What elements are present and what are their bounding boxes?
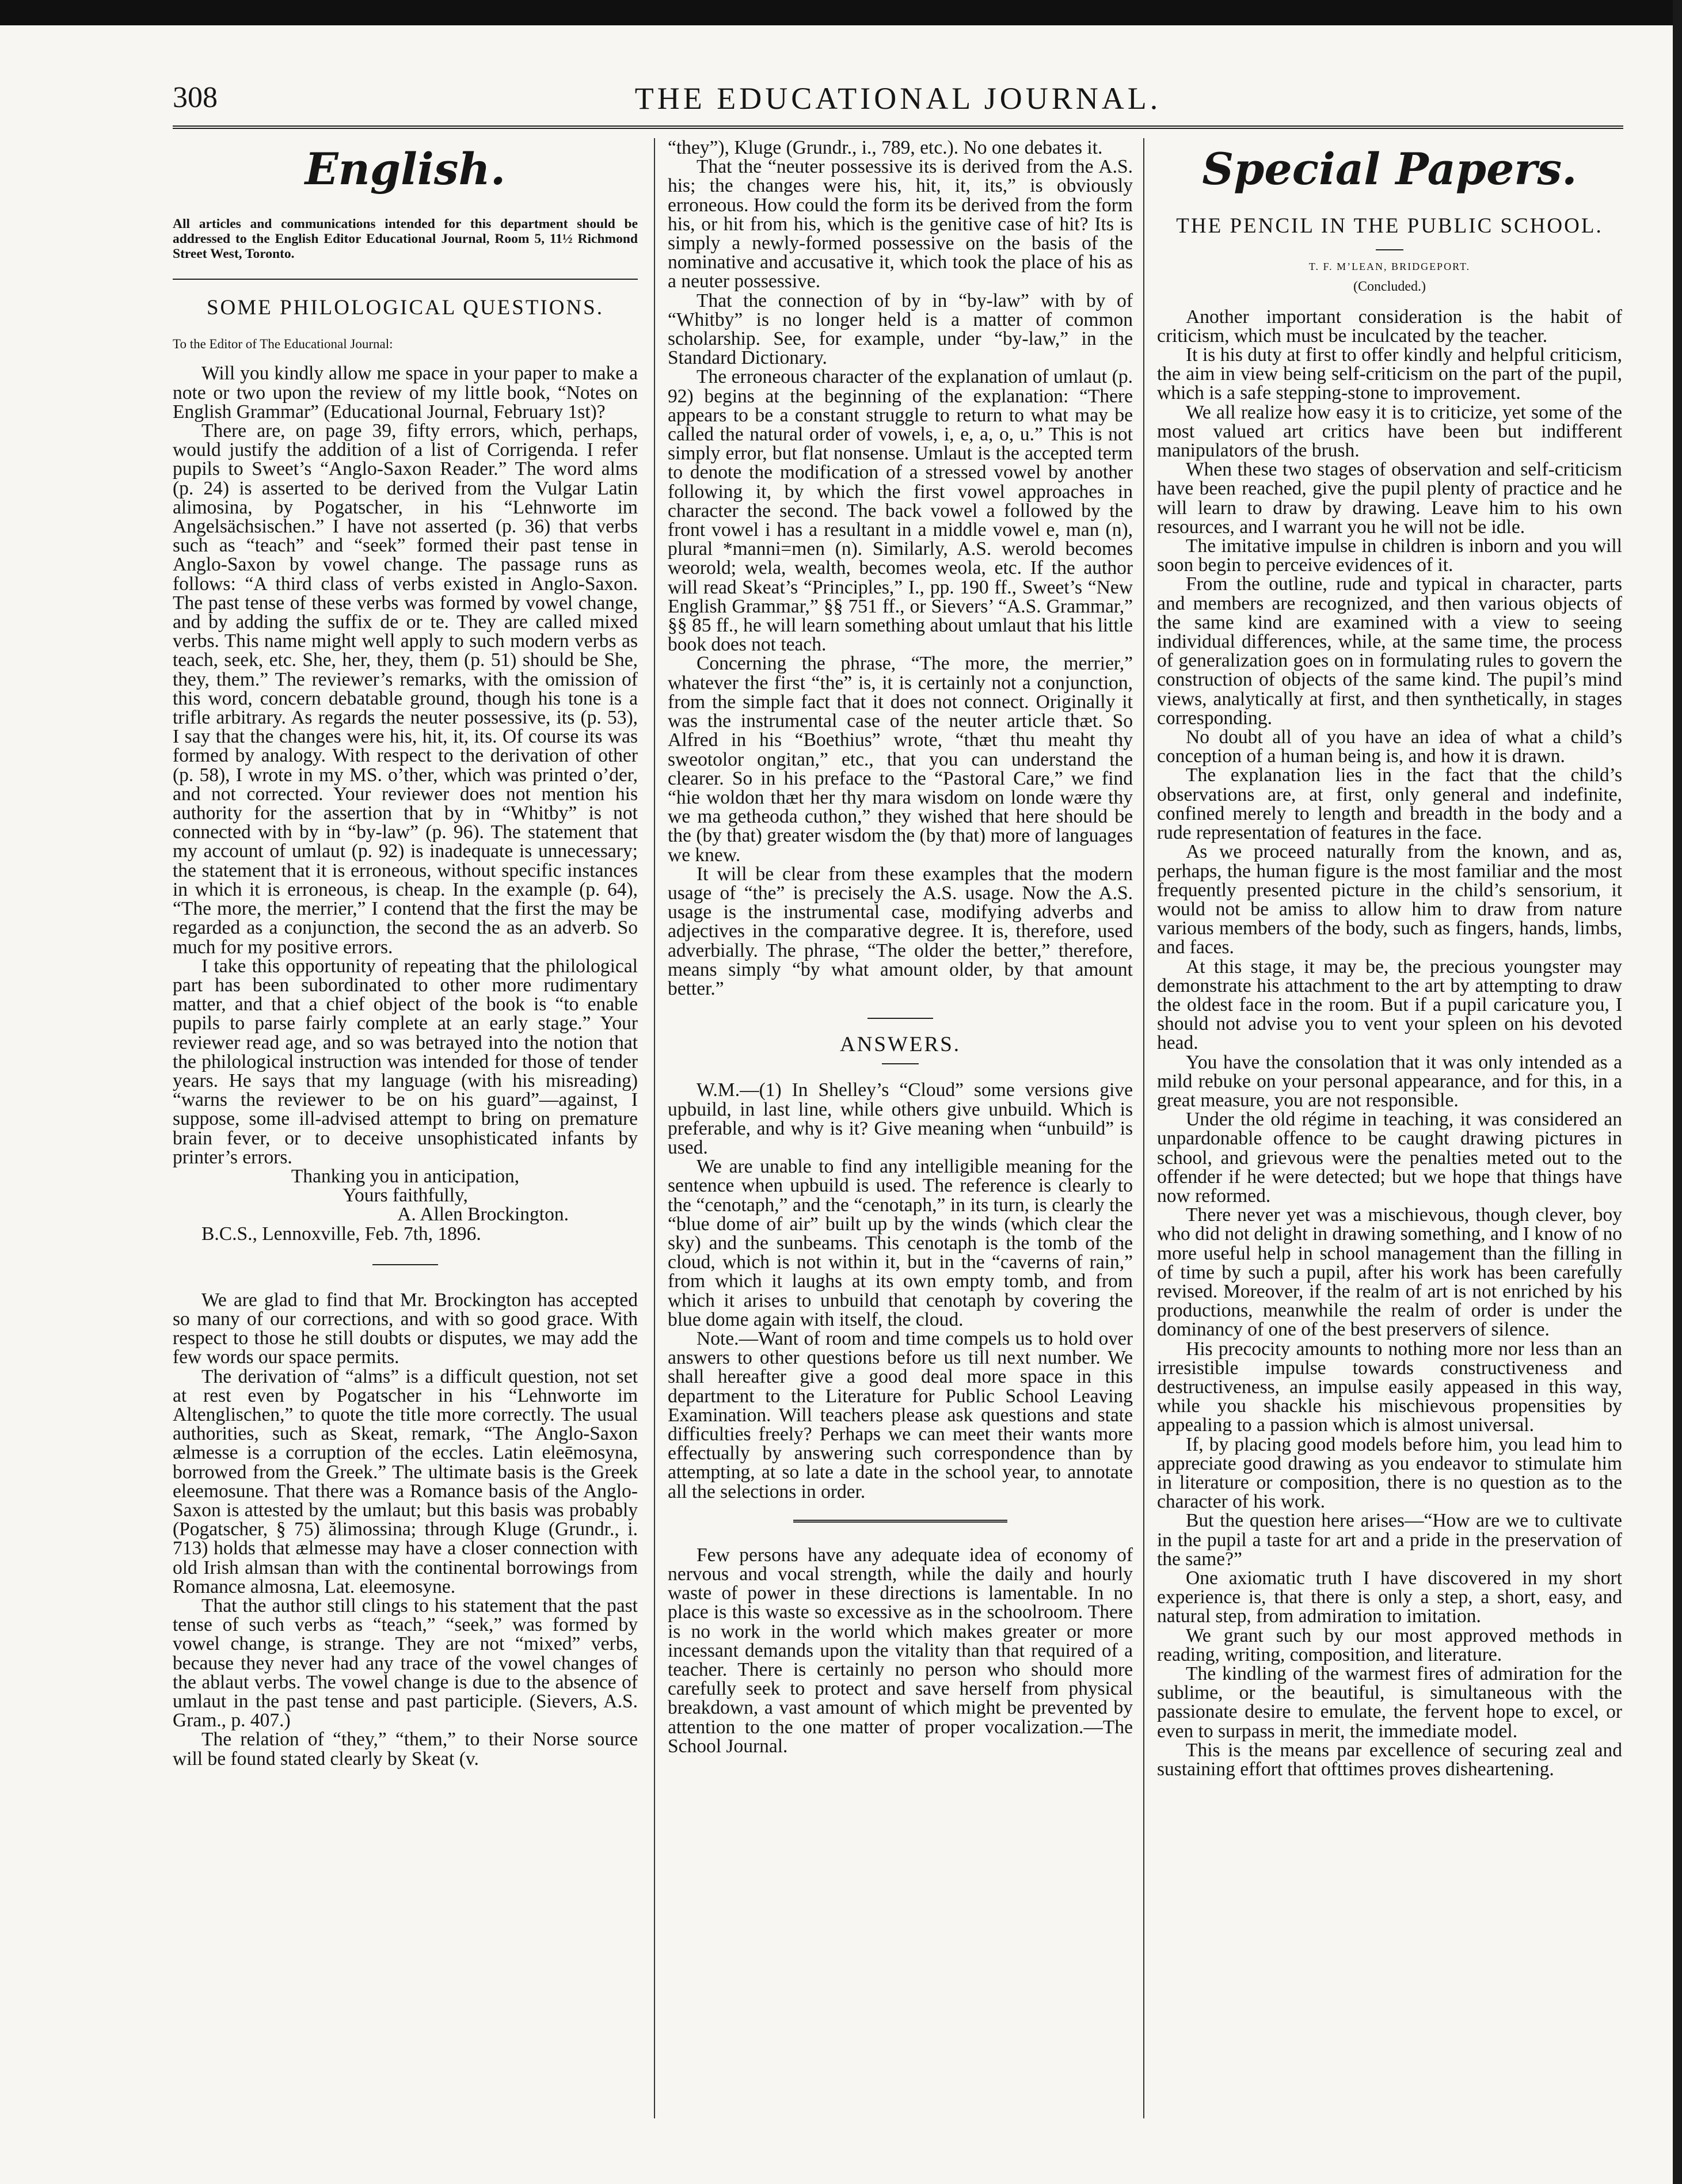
continuation-paragraph: The erroneous character of the explanation of umlaut (p. 92) begins at the beginning of the explanation: “There appears to be a constant struggle to return to what may be called the natural order of vowels, i, e, a, o, u.” This is not simply error, but flat nonsense. Umlaut is the accepted term to denote the modification of a stressed vowel by another following it, by which the first vowel approaches in character the second. The back vowel a followed by the front vowel i has a resultant in a middle vowel e, man (n), plural *manni=men (n). Similarly, A.S. werold becomes weorold; wela, wealth, becomes weola, etc. If the author will read Skeat’s “Principles,” I., pp. 190 ff., Sweet’s “New English Grammar,” §§ 751 ff., or Sievers’ “A.S. Grammar,” §§ 85 ff., he will learn something about umlaut that his little book does not teach. [668, 366, 1133, 656]
pencil-paragraph: The kindling of the warmest fires of admiration for the sublime, or the beautiful, is simultaneous with the passionate desire to emulate, the fervent hope to excel, or even to surpass in merit, the immediate model. [1157, 1663, 1622, 1742]
continuation-paragraph: That the connection of by in “by-law” with by of “Whitby” is no longer held is a matter of common scholarship. See, for example, under “by-law,” in the Standard Dictionary. [668, 290, 1133, 369]
pencil-paragraph: His precocity amounts to nothing more nor less than an irresistible impulse towards constructiveness and destructiveness, an impulse easily appeased in this way, while you shackle his mischievous propensities by appealing to a passion which is almost universal. [1157, 1338, 1622, 1436]
reply-paragraph: We are glad to find that Mr. Brockington has accepted so many of our corrections, and with so good grace. With respect to those he still doubts or disputes, we may add the few words our space permits. [173, 1289, 638, 1368]
pencil-paragraph: We all realize how easy it is to criticize, yet some of the most valued art critics have been but indifferent manipulators of the brush. [1157, 401, 1622, 462]
pencil-paragraph: One axiomatic truth I have discovered in my short experience is, that there is only a step, a short, easy, and natural step, from admiration to imitation. [1157, 1567, 1622, 1627]
column-special-papers [1157, 138, 1622, 1779]
short-rule [882, 1063, 919, 1064]
letter-place-date: B.C.S., Lennoxville, Feb. 7th, 1896. [201, 1223, 481, 1245]
english-dept-title: English. [305, 143, 506, 195]
continuation-paragraph: Concerning the phrase, “The more, the merrier,” whatever the first “the” is, it is certainly not a conjunction, from the simple fact that it does not connect. Originally it was the instrumental case of the neuter article thæt. So Alfred in his “Boethius” wrote, “thæt thu meaht thy sweotolor ongitan,” etc., that you can understand the clearer. So in his preface to the “Pastoral Care,” we find “hie woldon thæt her thy mara wisdom on londe wære thy we ma getheoda cuthon,” they wished that here should be the (by that) greater wisdom the (by that) more of languages we knew. [668, 653, 1133, 866]
pencil-paragraph: This is the means par excellence of securing zeal and sustaining effort that ofttimes proves disheartening. [1157, 1739, 1622, 1780]
pencil-paragraph: Under the old régime in teaching, it was considered an unpardonable offence to be caught drawing pictures in school, and grievous were the penalties meted out to the offender if he were detected; but we hope that things have now reformed. [1157, 1109, 1622, 1207]
article-title-pencil: THE PENCIL IN THE PUBLIC SCHOOL. [1176, 214, 1603, 238]
scan-top-border [0, 0, 1682, 25]
journal-title: THE EDUCATIONAL JOURNAL. [634, 81, 1162, 116]
letter-thanks: Thanking you in anticipation, [291, 1165, 520, 1187]
letter-salutation: To the Editor of The Educational Journal: [173, 337, 393, 352]
continuation-paragraph: That the “neuter possessive its is derived from the A.S. his; the changes were his, hit, it, its,” is obviously erroneous. How could the form its be derived from the form his, or hit from his, which is the genitive case of hit? Its is simply a newly-formed possessive on the basis of the nominative and accusative it, which took the place of his as a neuter possessive. [668, 156, 1133, 292]
pencil-paragraph: The imitative impulse in children is inborn and you will soon begin to perceive evidences of it. [1157, 535, 1622, 576]
pencil-paragraph: Another important consideration is the habit of criticism, which must be inculcated by the teacher. [1157, 306, 1622, 347]
pencil-paragraph: As we proceed naturally from the known, and as, perhaps, the human figure is the most familiar and the most frequently presented picture in the child’s sensorium, it would not be amiss to allow him to draw from nature various members of the body, such as fingers, hands, limbs, and faces. [1157, 841, 1622, 958]
scan-right-border [1673, 0, 1682, 2184]
reply-paragraph: The relation of “they,” “them,” to their Norse source will be found stated clearly by Skeat (v. [173, 1729, 638, 1770]
author-byline: T. F. M’LEAN, BRIDGEPORT. [1308, 261, 1471, 273]
short-rule [372, 1264, 437, 1265]
concluded-note: (Concluded.) [1353, 279, 1426, 295]
column-middle [668, 138, 1133, 1756]
answers-question: W.M.—(1) In Shelley’s “Cloud” some versions give upbuild, in last line, while others give unbuild. Which is preferable, and why is it? Give meaning when “unbuild” is used. [668, 1079, 1133, 1158]
letter-paragraph: Will you kindly allow me space in your paper to make a note or two upon the review of my little book, “Notes on English Grammar” (Educational Journal, February 1st)? [173, 363, 638, 423]
letter-signature: A. Allen Brockington. [397, 1204, 569, 1226]
reply-paragraph: That the author still clings to his statement that the past tense of such verbs as “teach,” “seek,” was formed by vowel change, is strange. They are not “mixed” verbs, because they never had any trace of the vowel changes of the ablaut verbs. The vowel change is due to the absence of umlaut in the past tense and past participle. (Sievers, A.S. Gram., p. 407.) [173, 1595, 638, 1732]
short-rule [1376, 249, 1403, 250]
section-rule [173, 279, 638, 280]
pencil-paragraph: It is his duty at first to offer kindly and helpful criticism, the aim in view being self-criticism on the part of the pupil, which is a safe stepping-stone to improvement. [1157, 344, 1622, 404]
pencil-paragraph: When these two stages of observation and self-criticism have been reached, give the pupil plenty of practice and he will learn to draw by drawing. Leave him to his own resources, and I warrant you he will not be idle. [1157, 459, 1622, 538]
answers-note: Note.—Want of room and time compels us to hold over answers to other questions before us till next number. We shall hereafter give a good deal more space in this department to the Literature for Public School Leaving Examination. Will teachers please ask questions and state difficulties freely? Perhaps we can meet their wants more effectually by answering such correspondence than by attempting, at so late a date in the school year, to annotate all the selections in order. [668, 1327, 1133, 1502]
article-title-philological: SOME PHILOLOGICAL QUESTIONS. [206, 296, 604, 319]
pencil-paragraph: If, by placing good models before him, you lead him to appreciate good drawing as you endeavor to stimulate him in literature or composition, there is no question as to the character of his work. [1157, 1433, 1622, 1513]
page-number: 308 [173, 81, 218, 114]
pencil-paragraph: At this stage, it may be, the precious youngster may demonstrate his attachment to the art by attempting to draw the oldest face in the room. But if a pupil caricature you, I should not advise you to vent your spleen on his devoted head. [1157, 956, 1622, 1054]
pencil-paragraph: We grant such by our most approved methods in reading, writing, composition, and literature. [1157, 1624, 1622, 1665]
pencil-paragraph: The explanation lies in the fact that the child’s observations are, at first, only general and indefinite, confined merely to length and breadth in the body and a rude representation of features in the face. [1157, 764, 1622, 844]
letter-closing: Yours faithfully, [343, 1185, 468, 1207]
double-rule [793, 1520, 1007, 1523]
economy-paragraph: Few persons have any adequate idea of economy of nervous and vocal strength, while the daily and hourly waste of power in these directions is lamentable. In no place is this waste so excessive as in the schoolroom. There is no work in the world which makes greater or more incessant demands upon the vitality than that required of a teacher. There is certainly no person who should more carefully seek to protect and save herself from physical breakdown, a vast amount of which might be prevented by attention to the one matter of proper vocalization.—The School Journal. [668, 1544, 1133, 1757]
continuation-paragraph: “they”), Kluge (Grundr., i., 789, etc.). No one debates it. [668, 137, 1103, 158]
short-rule [867, 1018, 933, 1019]
pencil-paragraph: From the outline, rude and typical in character, parts and members are recognized, and then various objects of the same kind are examined with a view to seeing individual differences, while, at the same time, the process of generalization goes on in formulating rules to govern the construction of objects of the same kind. The pupil’s mind views, analytically at first, and then synthetically, in stages corresponding. [1157, 573, 1622, 729]
answers-title: ANSWERS. [839, 1033, 961, 1057]
letter-paragraph: There are, on page 39, fifty errors, which, perhaps, would justify the addition of a list of Corrigenda. I refer pupils to Sweet’s “Anglo-Saxon Reader.” The word alms (p. 24) is asserted to be derived from the Vulgar Latin alimosina, by Pogatscher, in his “Lehnworte im Angelsächsischen.” I have not asserted (p. 36) that verbs such as “teach” and “seek” formed their past tense in Anglo-Saxon by vowel change. The passage runs as follows: “A third class of verbs existed in Anglo-Saxon. The past tense of these verbs was formed by vowel change, and by adding the suffix de or te. They are called mixed verbs. This name might well apply to such modern verbs as teach, seek, etc. She, her, they, them (p. 51) should be She, they, them.” The reviewer’s remarks, with the omission of this word, concern debatable ground, though his tone is a trifle arbitrary. As regards the neuter possessive, its (p. 53), I say that the changes were his, hit, it, its. Of course its was formed by analogy. With respect to the derivation of other (p. 58), I wrote in my MS. o’ther, which was printed o’der, and not corrected. Your reviewer does not mention his authority for the assertion that by in “Whitby” is not connected with by in “by-law” (p. 96). The statement that my account of umlaut (p. 92) is inadequate is unnecessary; the statement that it is erroneous, without specific instances in which it is erroneous, is cheap. In the example (p. 64), “The more, the merrier,” I contend that the first the may be regarded as a conjunction, the second the as an adverb. So much for my positive errors. [173, 420, 638, 958]
reply-paragraph: The derivation of “alms” is a difficult question, not set at rest even by Pogatscher in his “Lehnworte im Altenglischen,” to quote the title more correctly. The usual authorities, such as Skeat, remark, “The Anglo-Saxon ælmesse is a corruption of the eccles. Latin eleēmosyna, borrowed from the Greek.” The ultimate basis is the Greek eleemosune. That there was a Romance basis of the Anglo-Saxon is attested by the umlaut; but this basis was probably (Pogatscher, § 75) ălimossina; through Kluge (Grundr., i. 713) holds that ælmesse may have a closer connection with old Irish almsan than with the continental borrowings from Romance almosna, Lat. eleemosyne. [173, 1365, 638, 1597]
pencil-paragraph: There never yet was a mischievous, though clever, boy who did not delight in drawing something, and I know of no more useful help in school management than the filling in of time by such a pupil, after his work has been carefully revised. Moreover, if the realm of art is not enriched by his productions, meanwhile the realm of order is under the dominancy of one of the best preservers of silence. [1157, 1204, 1622, 1341]
pencil-paragraph: You have the consolation that it was only intended as a mild rebuke on your personal appearance, and for this, in a great measure, you are not responsible. [1157, 1051, 1622, 1111]
header-rule [173, 125, 1623, 129]
letter-paragraph: I take this opportunity of repeating that the philological part has been subordinated to other more rudimentary matter, and that a chief object of the book is “to enable pupils to parse fairly complete at an early stage.” Your reviewer read age, and so was betrayed into the notion that the philological instruction was intended for those of tender years. He says that my language (with his misreading) “warns the reviewer to be on his guard”—against, I suppose, some ill-advised attempt to bring on premature brain fever, or to deceive unsophisticated infants by printer’s errors. [173, 955, 638, 1168]
answers-reply: We are unable to find any intelligible meaning for the sentence when upbuild is used. The reference is clearly to the “cenotaph,” and the “cenotaph,” in its turn, is clearly the “blue dome of air” built up by the winds (which clear the sky) and the sunbeams. This cenotaph is the tomb of the cloud, which is not within it, but in the “caverns of rain,” from which it laughs at its own empty tomb, and from which it arises to unbuild that cenotaph by covering the blue dome again with itself, the cloud. [668, 1156, 1133, 1330]
continuation-paragraph: It will be clear from these examples that the modern usage of “the” is precisely the A.S. usage. Now the A.S. usage is the instrumental case, modifying adverbs and adjectives in the comparative degree. It is, therefore, used adverbially. The phrase, “The older the better,” therefore, means simply “by what amount older, by that amount better.” [668, 863, 1133, 999]
pencil-paragraph: No doubt all of you have an idea of what a child’s conception of a human being is, and how it is drawn. [1157, 726, 1622, 767]
page-header [173, 81, 1623, 121]
pencil-paragraph: But the question here arises—“How are we to cultivate in the pupil a taste for art and a pride in the preservation of the same?” [1157, 1510, 1622, 1570]
english-dept-note: All articles and communications intended for this department should be addressed to the English Editor Educational Journal, Room 5, 11½ Richmond Street West, Toronto. [173, 216, 638, 261]
column-divider-2 [1143, 138, 1144, 2118]
column-english [173, 138, 638, 1768]
column-divider-1 [654, 138, 655, 2118]
special-dept-title: Special Papers. [1202, 143, 1577, 195]
